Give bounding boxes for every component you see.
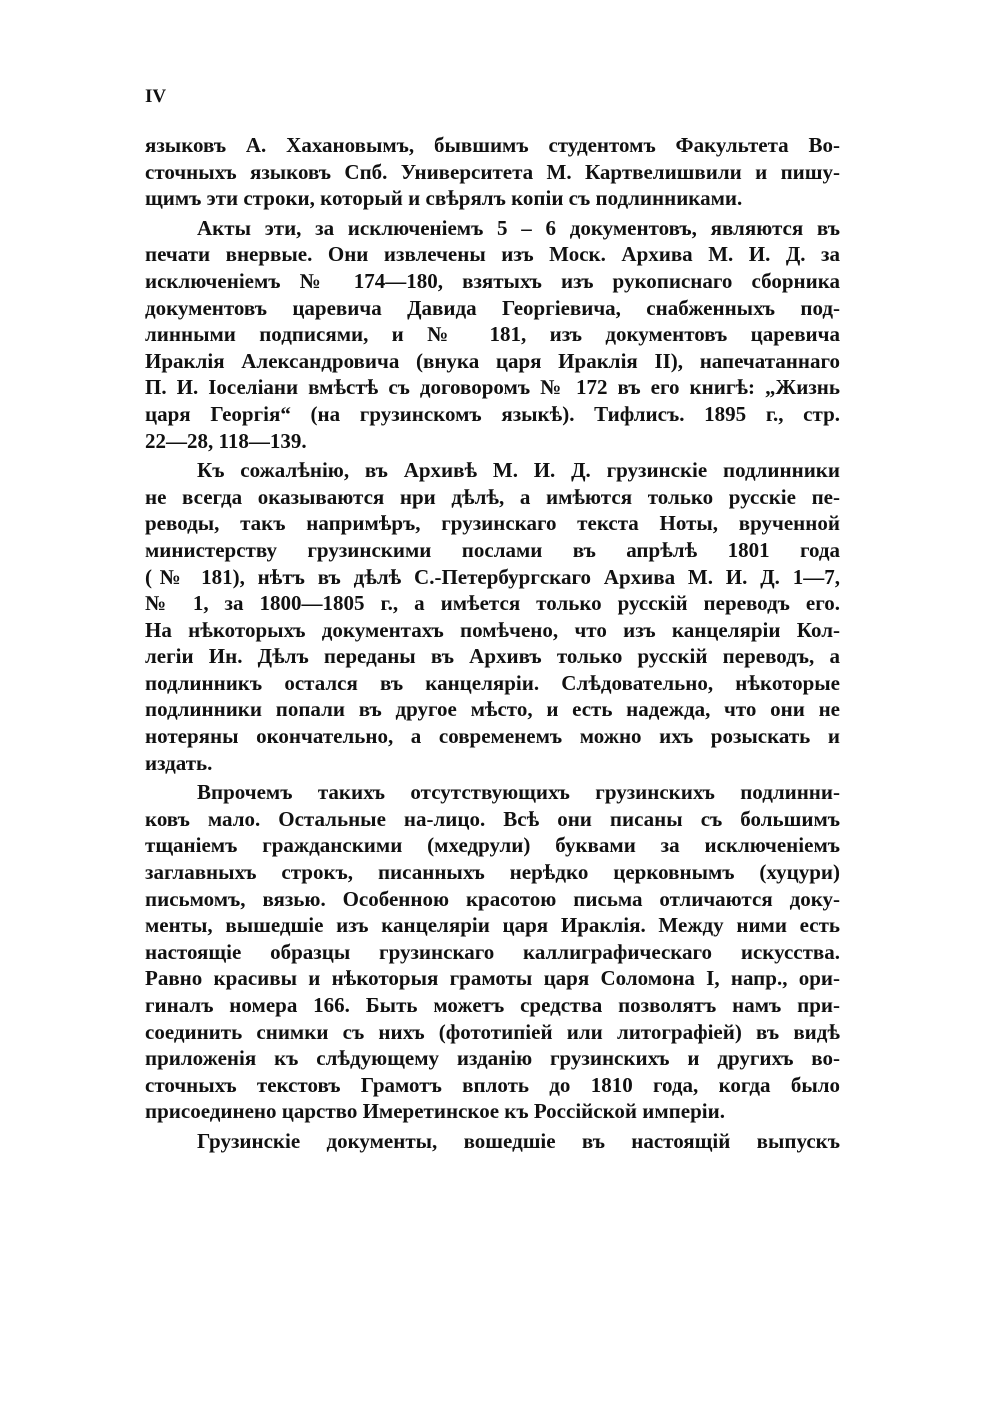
text-line: 22—28, 118—139. <box>145 428 307 453</box>
text-line: Впрочемъ такихъ отсутствующихъ грузинскихъ подлинни- <box>197 780 840 805</box>
text-line: П. И. Іоселіани вмѣстѣ съ договоромъ № 172 въ его книгѣ: „Жизнь <box>145 375 840 400</box>
text-line: На нѣкоторыхъ документахъ помѣчено, что изъ канцеляріи Кол- <box>145 617 840 642</box>
paragraph <box>145 779 840 1125</box>
text-line: документовъ царевича Давида Георгіевича, снабженныхъ под- <box>145 295 840 320</box>
paragraph <box>145 132 840 212</box>
text-line: подлинники попали въ другое мѣсто, и есть надежда, что они не <box>145 697 840 722</box>
text-line: заглавныхъ строкъ, писанныхъ нерѣдко церковнымъ (хуцури) <box>145 860 840 885</box>
text-line: легіи Ин. Дѣлъ переданы въ Архивъ только русскій переводъ, а <box>145 644 840 669</box>
text-line: ковъ мало. Остальные на-лицо. Всѣ они писаны съ большимъ <box>145 806 840 831</box>
text-line: царя Георгія“ (на грузинскомъ языкѣ). Тифлисъ. 1895 г., стр. <box>145 401 840 426</box>
text-line: исключеніемъ № 174—180, взятыхъ изъ рукописнаго сборника <box>145 268 840 293</box>
text-line: присоединено царство Имеретинское къ Россійской имперіи. <box>145 1099 725 1124</box>
text-line: № 1, за 1800—1805 г., а имѣется только русскій переводъ его. <box>145 591 840 616</box>
text-line: языковъ А. Хахановымъ, бывшимъ студентомъ Факультета Во- <box>145 133 840 157</box>
text-line: подлинникъ остался въ канцеляріи. Слѣдовательно, нѣкоторые <box>145 670 840 695</box>
paragraph <box>145 215 840 454</box>
text-line: печати внервые. Они извлечены изъ Моск. Архива М. И. Д. за <box>145 242 840 267</box>
text-line: соединить снимки съ нихъ (фототипіей или литографіей) въ видѣ <box>145 1019 840 1044</box>
text-line: нотеряны окончательно, а современемъ можно ихъ розыскать и <box>145 724 840 749</box>
text-line: письмомъ, вязью. Особенною красотою письма отличаются доку- <box>145 886 840 911</box>
text-line: настоящіе образцы грузинскаго каллиграфическаго искусства. <box>145 939 840 964</box>
text-line: министерству грузинскими послами въ апрѣлѣ 1801 года <box>145 537 840 562</box>
text-line: реводы, такъ напримѣръ, грузинскаго текста Ноты, врученной <box>145 511 840 536</box>
text-line: Акты эти, за исключеніемъ 5 – 6 документовъ, являются въ <box>197 215 840 240</box>
page-body <box>145 132 840 1158</box>
text-line: гиналъ номера 166. Быть можетъ средства позволятъ намъ при- <box>145 993 840 1017</box>
paragraph <box>145 1128 840 1155</box>
text-line: (№ 181), нѣтъ въ дѣлѣ С.-Петербургскаго Архива М. И. Д. 1—7, <box>145 564 840 589</box>
text-line: не всегда оказываются нри дѣлѣ, а имѣются только русскіе пе- <box>145 484 840 509</box>
text-line: издать. <box>145 750 213 775</box>
text-line: сточныхъ текстовъ Грамотъ вплоть до 1810 года, когда было <box>145 1072 840 1097</box>
text-line: Грузинскіе документы, вошедшіе въ настоящій выпускъ <box>197 1128 840 1153</box>
text-line: сточныхъ языковъ Спб. Университета М. Картвелишвили и пишу- <box>145 159 840 184</box>
paragraph <box>145 457 840 776</box>
text-line: приложенія къ слѣдующему изданію грузинскихъ и другихъ во- <box>145 1046 840 1071</box>
text-line: Ираклія Александровича (внука царя Ираклія II), напечатаннаго <box>145 348 840 373</box>
text-line: Равно красивы и нѣкоторыя грамоты царя Соломона I, напр., ори- <box>145 966 840 991</box>
text-line: тщаніемъ гражданскими (мхедрули) буквами за исключеніемъ <box>145 833 840 858</box>
text-line: менты, вышедшіе изъ канцеляріи царя Ираклія. Между ними есть <box>145 913 840 938</box>
text-line: линными подписями, и № 181, изъ документовъ царевича <box>145 322 840 347</box>
text-line: щимъ эти строки, который и свѣрялъ копіи съ подлинниками. <box>145 186 743 211</box>
text-line: Къ сожалѣнію, въ Архивѣ М. И. Д. грузинскіе подлинники <box>197 458 840 483</box>
page-number: IV <box>145 86 167 107</box>
